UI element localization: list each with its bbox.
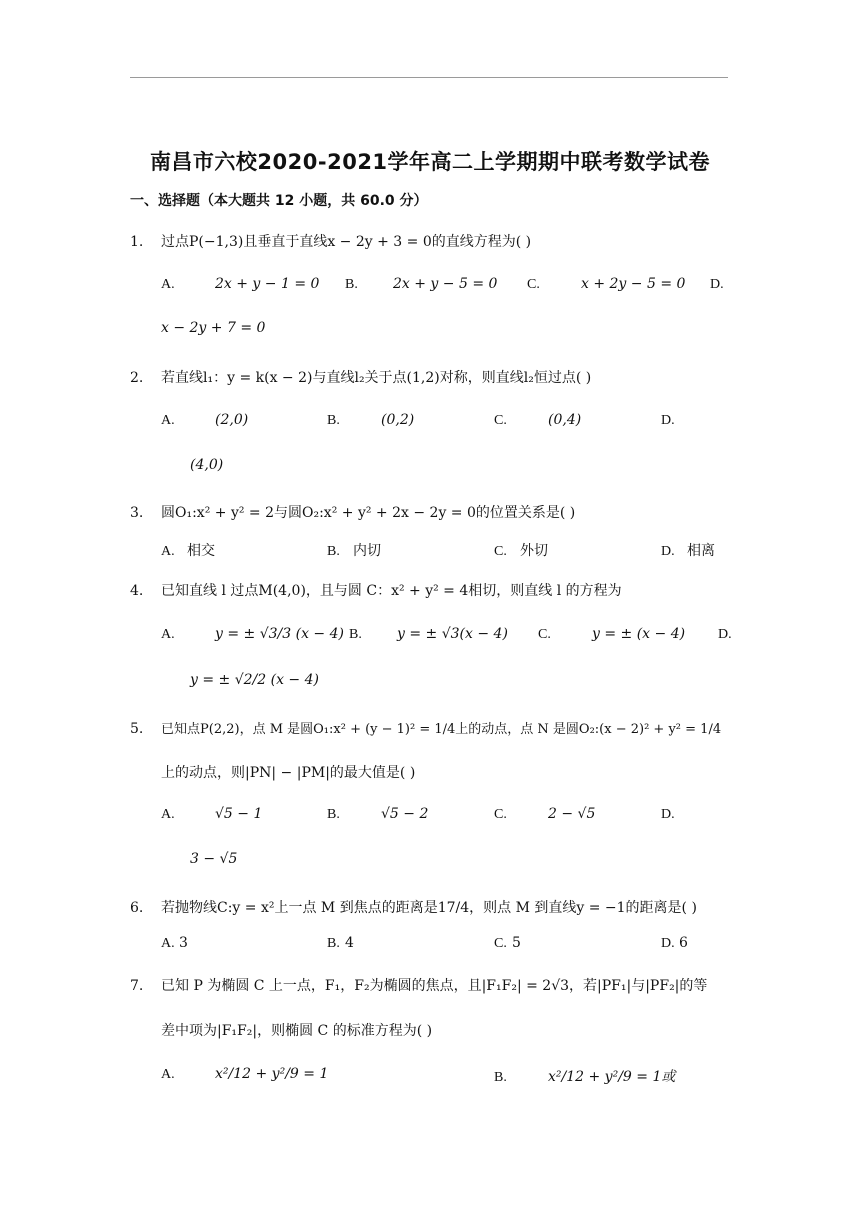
option-a[interactable]: A. 2x + y − 1 = 0 [161,276,320,292]
option-d-value: 3 − √5 [190,851,238,867]
option-a[interactable]: A. (2,0) [161,412,249,428]
section-heading: 一、选择题（本大题共 12 小题，共 60.0 分） [130,193,428,209]
option-d[interactable]: D. [661,807,675,822]
option-d[interactable]: D. [661,413,675,428]
option-d[interactable]: D. [710,277,724,292]
question-5-line2: 上的动点，则|PN| − |PM|的最大值是( ) [161,765,416,781]
options-3 [161,540,741,560]
question-7-line2: 差中项为|F₁F₂|，则椭圆 C 的标准方程为( ) [161,1023,433,1039]
option-a[interactable]: A. y = ± √3/3 (x − 4) [161,626,344,642]
options-5 [161,806,741,826]
options-2 [161,412,741,432]
option-d-value: (4,0) [190,457,224,473]
options-7 [161,1066,741,1086]
question-1 [130,231,742,251]
option-b[interactable]: B. 4 [327,935,354,951]
option-c[interactable]: C. 5 [494,935,521,951]
option-b[interactable]: B. (0,2) [327,412,415,428]
question-5: 5. 已知点P(2,2)，点 M 是圆O₁:x² + (y − 1)² = 1/4上的动点，点 N 是圆O₂:(x − 2)² + y² = 1/4 [130,721,722,737]
options-4 [161,626,741,646]
option-c[interactable]: C. x + 2y − 5 = 0 [527,276,686,292]
option-b[interactable]: B. √5 − 2 [327,806,429,822]
option-c[interactable]: C. y = ± (x − 4) [538,626,686,642]
question-text: 过点P(−1,3)且垂直于直线x − 2y + 3 = 0的直线方程为( ) [161,234,532,250]
question-4: 4. 已知直线 l 过点M(4,0)，且与圆 C：x² + y² = 4相切，则直线 l 的方程为 [130,583,622,599]
page-title: 南昌市六校2020-2021学年高二上学期期中联考数学试卷 [149,150,711,174]
option-c[interactable]: C. 2 − √5 [494,806,596,822]
option-d-value: x − 2y + 7 = 0 [161,320,266,336]
option-d[interactable]: D. 6 [661,935,688,951]
option-a[interactable]: A. √5 − 1 [161,806,263,822]
option-a[interactable]: A. 相交 [161,543,215,559]
option-d[interactable]: D. [718,627,732,642]
option-c[interactable]: C. (0,4) [494,412,582,428]
question-2: 2. 若直线l₁：y = k(x − 2)与直线l₂关于点(1,2)对称，则直线l₂恒过点( ) [130,370,592,386]
options-1 [161,276,741,296]
option-b[interactable]: B. 2x + y − 5 = 0 [345,276,498,292]
option-d-value: y = ± √2/2 (x − 4) [190,672,319,688]
options-6 [161,935,741,955]
option-a[interactable]: A. 3 [161,935,188,951]
option-a[interactable]: A. x²/12 + y²/9 = 1 [161,1066,329,1082]
option-b[interactable]: B. x²/12 + y²/9 = 1或 [494,1069,676,1085]
question-6: 6. 若抛物线C:y = x²上一点 M 到焦点的距离是17/4，则点 M 到直线y = −1的距离是( ) [130,900,697,916]
option-d[interactable]: D. 相离 [661,543,715,559]
option-b[interactable]: B. y = ± √3(x − 4) [349,626,508,642]
question-3: 3. 圆O₁:x² + y² = 2与圆O₂:x² + y² + 2x − 2y = 0的位置关系是( ) [130,505,576,521]
option-b[interactable]: B. 内切 [327,543,381,559]
option-c[interactable]: C. 外切 [494,543,548,559]
question-number: 1. [130,234,144,250]
header-rule [130,77,728,78]
question-7: 7. 已知 P 为椭圆 C 上一点，F₁，F₂为椭圆的焦点，且|F₁F₂| = 2√3，若|PF₁|与|PF₂|的等 [130,978,708,994]
